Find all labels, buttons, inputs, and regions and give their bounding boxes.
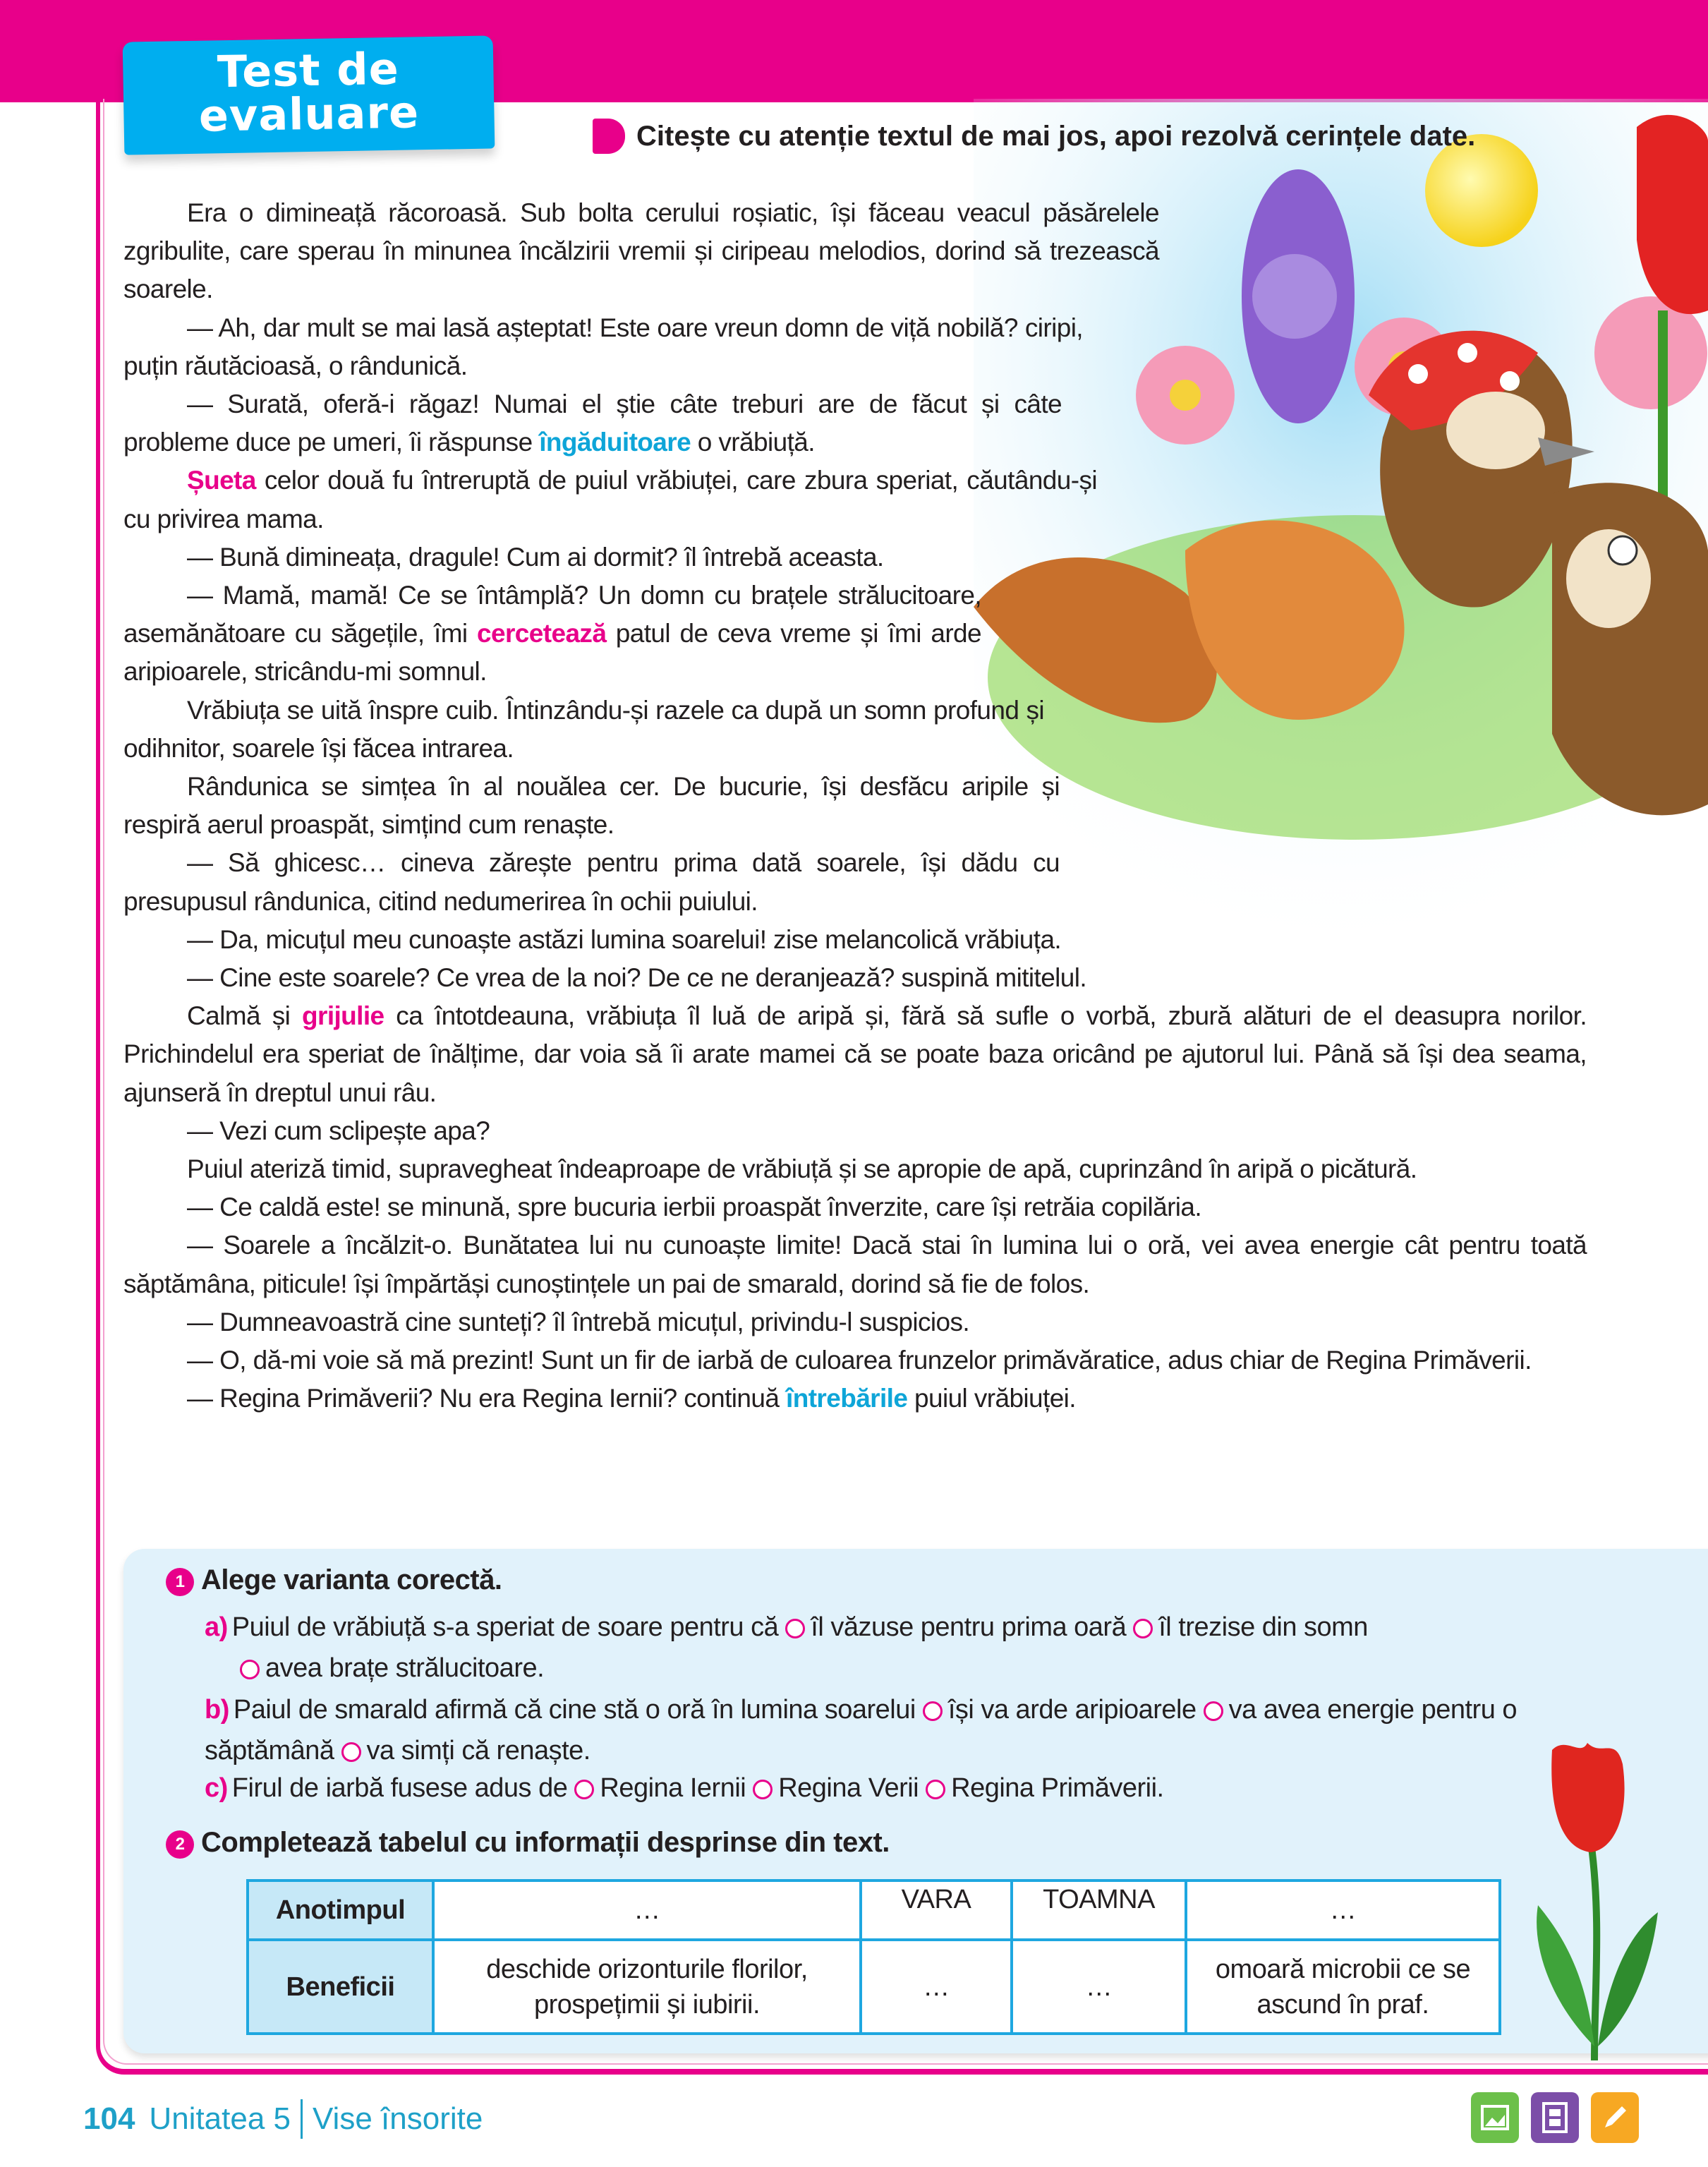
story-text-segment: puiul vrăbiuței.: [907, 1384, 1076, 1413]
story-text-segment: — Să ghicesc… cineva zărește pentru prima dată soarele, își dădu cu presupusul rândunica, citind nedumerirea în ochii puiului.: [123, 848, 1060, 916]
story-text-segment: — Regina Primăverii? Nu era Regina Iernii? continuă: [187, 1384, 787, 1413]
question-label: a): [205, 1612, 228, 1642]
instruction-text: Citește cu atenție textul de mai jos, apoi rezolvă cerințele date.: [636, 120, 1476, 152]
story-text-segment: — Dumneavoastră cine sunteți? îl întrebă micuțul, privindu-l suspicios.: [187, 1307, 970, 1336]
table-row: [248, 1940, 1500, 2034]
option-text: îl trezise din somn: [1158, 1612, 1368, 1642]
option-text: Regina Verii: [778, 1773, 919, 1803]
story-paragraph: [123, 692, 1044, 768]
question-prompt: Paiul de smarald afirmă că cine stă o oră în lumina soarelui: [233, 1695, 916, 1725]
highlighted-word: îngăduitoare: [539, 428, 691, 457]
question-a: [205, 1607, 1587, 1689]
row-header: Anotimpul: [248, 1881, 433, 1940]
video-icon[interactable]: [1531, 2092, 1579, 2143]
story-paragraph: [123, 844, 1060, 920]
story-text-segment: — Bună dimineața, dragule! Cum ai dormit? îl întrebă aceasta.: [187, 542, 884, 572]
story-paragraph: [123, 1341, 1587, 1380]
radio-option[interactable]: [785, 1619, 805, 1638]
story-text-segment: — Surată, oferă-i răgaz! Numai el știe câte treburi are de făcut și câte probleme duce pe umeri, îi răspunse: [123, 390, 1062, 457]
tag-line2: evaluare: [198, 86, 420, 142]
story-text-segment: — Soarele a încălzit-o. Bunătatea lui nu cunoaște limite! Dacă stai în lumina lui o oră, vei avea energie cât pentru toată săptămâna, piticule! își împărtăși cunoștințele un pai de smarald, dorind să fie de folos.: [123, 1231, 1587, 1298]
row-header: Beneficii: [248, 1940, 433, 2034]
story-paragraph: [123, 1150, 1587, 1188]
table-cell: VARA: [861, 1881, 1012, 1940]
highlighted-word: întrebările: [786, 1384, 908, 1413]
story-paragraph: [123, 921, 1252, 959]
seasons-table: [246, 1879, 1501, 2035]
radio-option[interactable]: [926, 1780, 945, 1799]
story-text-segment: — Mamă, mamă! Ce se întâmplă? Un domn cu brațele strălucitoare, asemănătoare cu săgețile, îmi: [123, 581, 981, 648]
story-text-segment: Puiul ateriză timid, supravegheat îndeaproape de vrăbiuță și se apropie de apă, cuprinzând în aripă o picătură.: [187, 1154, 1417, 1184]
question-prompt: Firul de iarbă fusese adus de: [231, 1773, 568, 1803]
story-text-segment: — O, dă-mi voie să mă prezint! Sunt un fir de iarbă de culoarea frunzelor primăvăratice, adus chiar de Regina Primăverii.: [187, 1346, 1532, 1375]
unit-title: Vise însorite: [313, 2101, 483, 2136]
table-cell: TOAMNA: [1012, 1881, 1186, 1940]
instruction: [593, 119, 1475, 154]
exercise-2-title: Completează tabelul cu informații desprinse din text.: [201, 1827, 890, 1858]
option-text: își va arde aripioarele: [947, 1695, 1197, 1725]
option-text: avea brațe strălucitoare.: [265, 1653, 545, 1683]
story-paragraph: [123, 1112, 1587, 1150]
table-cell[interactable]: …: [433, 1881, 861, 1940]
option-text: îl văzuse pentru prima oară: [811, 1612, 1127, 1642]
story-paragraph: [123, 1188, 1587, 1226]
footer: [83, 2099, 483, 2139]
story-paragraph: [123, 959, 1252, 997]
question-prompt: Puiul de vrăbiuță s-a speriat de soare pentru că: [231, 1612, 779, 1642]
story-paragraph: [123, 577, 981, 692]
option-text: Regina Primăverii.: [951, 1773, 1164, 1803]
story-text: [123, 194, 1587, 1418]
story-paragraph: [123, 461, 1097, 538]
instruction-marker-icon: [593, 119, 625, 154]
radio-option[interactable]: [240, 1660, 260, 1679]
highlighted-word: Șueta: [187, 466, 256, 495]
story-text-segment: Calmă și: [187, 1001, 303, 1031]
radio-option[interactable]: [923, 1701, 943, 1721]
table-row: [248, 1881, 1500, 1940]
story-paragraph: [123, 997, 1587, 1112]
tag-line1: Test de: [217, 42, 400, 98]
exercise-1-heading: [166, 1559, 502, 1601]
question-b: [205, 1689, 1587, 1771]
option-text: Regina Iernii: [600, 1773, 746, 1803]
story-text-segment: — Ce caldă este! se minună, spre bucuria ierbii proaspăt înverzite, care își retrăia copilăria.: [187, 1193, 1202, 1222]
story-paragraph: [123, 385, 1062, 461]
table-cell: deschide orizonturile florilor, prospețimii și iubirii.: [433, 1940, 861, 2034]
story-paragraph: [123, 1226, 1587, 1303]
story-text-segment: Rândunica se simțea în al nouălea cer. De bucurie, își desfăcu aripile și respiră aerul proaspăt, simțind cum renaște.: [123, 772, 1060, 840]
radio-option[interactable]: [753, 1780, 773, 1799]
unit-label: Unitatea 5: [149, 2101, 291, 2136]
test-tag: [123, 35, 495, 155]
story-text-segment: — Vezi cum sclipește apa?: [187, 1116, 490, 1145]
story-paragraph: [123, 309, 1083, 385]
question-label: c): [205, 1773, 228, 1803]
exercise-2-heading: [166, 1822, 890, 1864]
story-paragraph: [123, 768, 1060, 844]
story-text-segment: o vrăbiuță.: [691, 428, 815, 457]
exercise-number-badge: 2: [166, 1830, 194, 1859]
radio-option[interactable]: [1204, 1701, 1223, 1721]
story-paragraph: [123, 1380, 1587, 1418]
story-text-segment: Era o dimineață răcoroasă. Sub bolta cerului roșiatic, își făceau veacul păsărelele zgribulite, care sperau în minunea încălzirii vremii și ciripeau melodios, dorind să trezească soarele.: [123, 198, 1159, 304]
table-cell[interactable]: …: [861, 1940, 1012, 2034]
highlighted-word: cercetează: [477, 619, 607, 648]
table-cell[interactable]: …: [1012, 1940, 1186, 2034]
table-cell: omoară microbii ce se ascund în praf.: [1186, 1940, 1500, 2034]
pencil-icon[interactable]: [1591, 2092, 1639, 2143]
exercise-1-title: Alege varianta corectă.: [201, 1564, 502, 1595]
story-paragraph: [123, 1303, 1587, 1341]
page-number: 104: [83, 2101, 135, 2136]
story-text-segment: Vrăbiuța se uită înspre cuib. Întinzându-și razele ca după un somn profund și odihnitor, soarele își făcea intrarea.: [123, 695, 1044, 763]
image-icon[interactable]: [1471, 2092, 1519, 2143]
radio-option[interactable]: [574, 1780, 594, 1799]
story-text-segment: — Cine este soarele? Ce vrea de la noi? De ce ne deranjează? suspină mititelul.: [187, 963, 1087, 993]
story-paragraph: [123, 194, 1159, 309]
question-c: [205, 1768, 1587, 1809]
story-text-segment: celor două fu întreruptă de puiul vrăbiuței, care zbura speriat, căutându-și cu privirea mama.: [123, 466, 1097, 533]
table-cell[interactable]: …: [1186, 1881, 1500, 1940]
story-text-segment: — Ah, dar mult se mai lasă așteptat! Este oare vreun domn de viță nobilă? ciripi, puțin răutăcioasă, o rândunică.: [123, 313, 1083, 380]
tulip-illustration: [1524, 1736, 1665, 2060]
story-text-segment: — Da, micuțul meu cunoaște astăzi lumina soarelui! zise melancolică vrăbiuța.: [187, 924, 1062, 954]
story-text-segment: ca întotdeauna, vrăbiuța îl luă de aripă și, fără să sufle o vorbă, zbură alături de el deasupra norilor. Prichindelul era speriat de înălțime, dar voia să îi arate mamei că se poate baza oricând pe ajutorul lui. Până să își dea seama, ajunseră în dreptul unui râu.: [123, 1001, 1587, 1107]
option-text: va simți că renaște.: [366, 1736, 590, 1765]
radio-option[interactable]: [341, 1742, 361, 1762]
story-text-segment: patul de ceva vreme și îmi arde aripioarele, stricându-mi somnul.: [123, 619, 982, 687]
option-text: va avea energie pentru o săptămână: [205, 1695, 1518, 1765]
highlighted-word: grijulie: [302, 1001, 384, 1031]
exercise-number-badge: 1: [166, 1568, 194, 1596]
story-paragraph: [123, 538, 971, 577]
radio-option[interactable]: [1133, 1619, 1153, 1638]
question-label: b): [205, 1695, 229, 1725]
footer-separator: [301, 2099, 303, 2139]
